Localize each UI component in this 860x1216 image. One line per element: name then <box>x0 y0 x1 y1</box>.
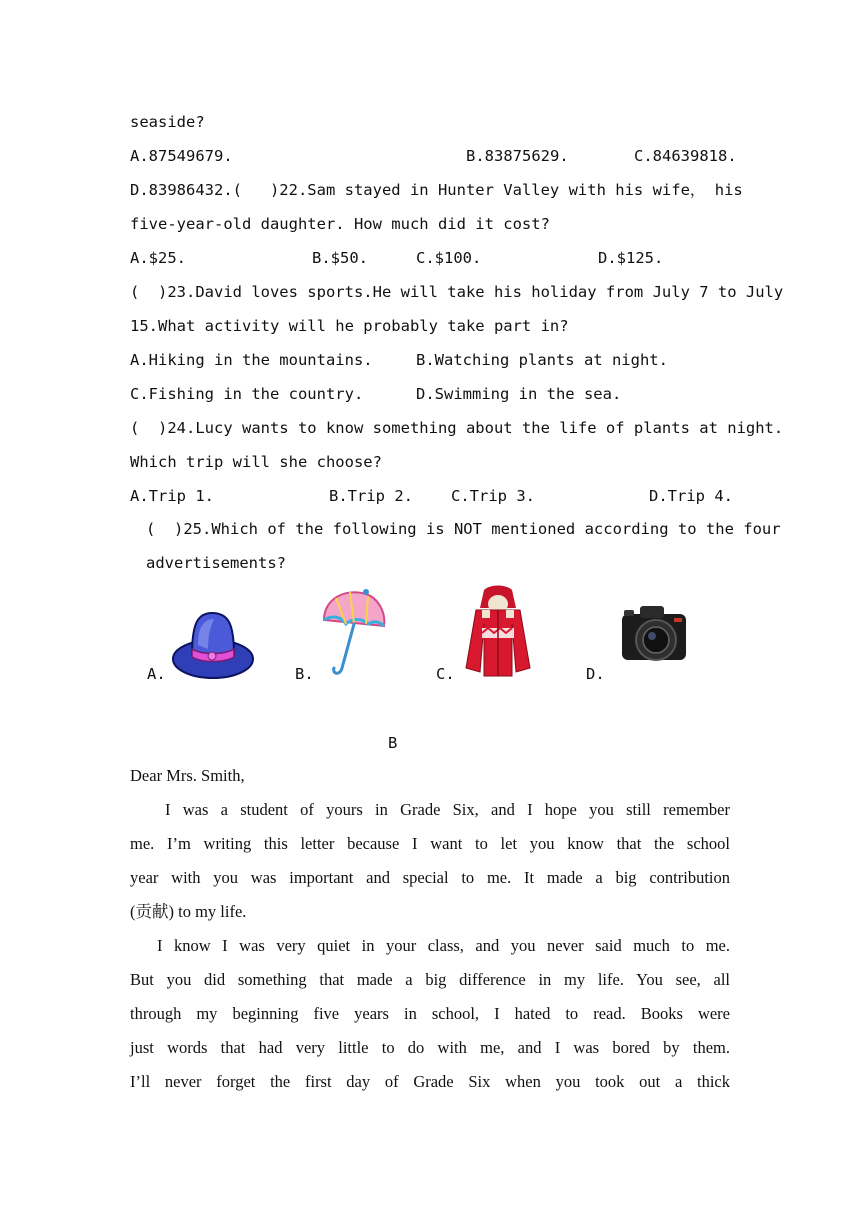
letter-line: through my beginning five years in school, I hated to read. Books were <box>130 1004 730 1023</box>
question-25: ( )25.Which of the following is NOT mentioned according to the four <box>146 520 781 538</box>
text-line: 15.What activity will he probably take part in? <box>130 317 569 335</box>
picture-label-a: A. <box>147 665 166 683</box>
option-23-b: B.Watching plants at night. <box>416 351 668 369</box>
option-24-a: A.Trip 1. <box>130 487 214 505</box>
picture-label-d: D. <box>586 665 605 683</box>
option-24-b: B.Trip 2. <box>329 487 413 505</box>
text-line: seaside? <box>130 113 205 131</box>
option-23-c: C.Fishing in the country. <box>130 385 364 403</box>
option-21-b: B.83875629. <box>466 147 569 165</box>
option-23-d: D.Swimming in the sea. <box>416 385 622 403</box>
winter-coat-icon <box>462 584 534 678</box>
option-23-a: A.Hiking in the mountains. <box>130 351 373 369</box>
option-24-d: D.Trip 4. <box>649 487 733 505</box>
option-21-a: A.87549679. <box>130 147 233 165</box>
picture-label-c: C. <box>436 665 455 683</box>
hat-icon <box>168 605 258 683</box>
question-24: ( )24.Lucy wants to know something about the life of plants at night. <box>130 419 784 437</box>
question-23: ( )23.David loves sports.He will take his holiday from July 7 to July <box>130 283 784 301</box>
letter-line: (贡献) to my life. <box>130 902 247 921</box>
option-22-b: B.$50. <box>312 249 368 267</box>
text-line: advertisements? <box>146 554 286 572</box>
section-heading-b: B <box>388 734 398 752</box>
camera-icon <box>620 600 688 672</box>
text-line: Which trip will she choose? <box>130 453 382 471</box>
letter-line: just words that had very little to do with me, and I was bored by them. <box>130 1038 730 1057</box>
letter-line: But you did something that made a big difference in my life. You see, all <box>130 970 730 989</box>
letter-line: me. I’m writing this letter because I want to let you know that the school <box>130 834 730 853</box>
question-22: D.83986432.( )22.Sam stayed in Hunter Valley with his wife， his <box>130 181 743 199</box>
option-24-c: C.Trip 3. <box>451 487 535 505</box>
letter-line: year with you was important and special to me. It made a big contribution <box>130 868 730 887</box>
option-22-a: A.$25. <box>130 249 186 267</box>
text-line: five-year-old daughter. How much did it cost? <box>130 215 550 233</box>
letter-line: I was a student of yours in Grade Six, and I hope you still remember <box>165 800 730 819</box>
letter-line: I know I was very quiet in your class, and you never said much to me. <box>157 936 730 955</box>
letter-line: I’ll never forget the first day of Grade Six when you took out a thick <box>130 1072 730 1091</box>
letter-salutation: Dear Mrs. Smith, <box>130 766 245 785</box>
option-21-c: C.84639818. <box>634 147 737 165</box>
option-22-d: D.$125. <box>598 249 664 267</box>
option-22-c: C.$100. <box>416 249 482 267</box>
umbrella-icon <box>316 584 388 682</box>
picture-label-b: B. <box>295 665 314 683</box>
